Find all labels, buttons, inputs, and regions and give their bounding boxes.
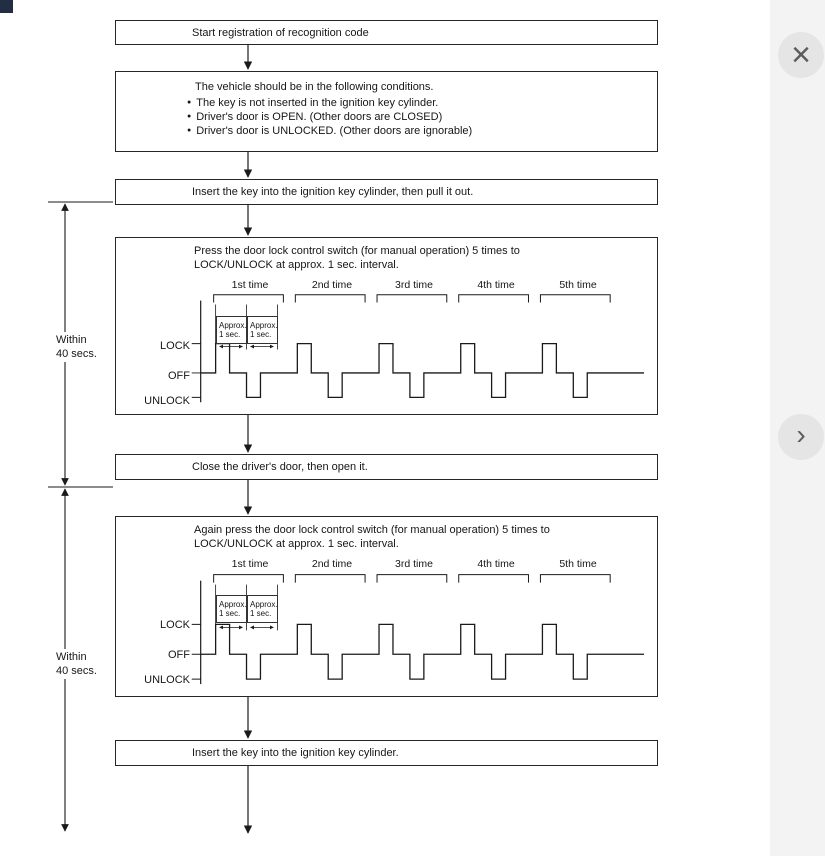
- bullet-icon: ●: [187, 99, 192, 106]
- approx-interval-box: [216, 595, 247, 623]
- flow-step-close-open-label: Close the driver's door, then open it.: [192, 461, 368, 473]
- approx-interval-box: [247, 595, 278, 623]
- condition-item: [187, 124, 647, 138]
- approx-label: Approx.: [250, 600, 278, 609]
- bullet-icon: ●: [187, 113, 192, 120]
- approx-label: Approx.: [250, 321, 278, 330]
- flow-step-close-open: [115, 454, 658, 480]
- time-label-1: 1st time: [231, 558, 269, 570]
- within-40secs-label: [56, 649, 100, 679]
- approx-interval-box: [216, 316, 247, 344]
- timing-step-box-2: [115, 516, 658, 697]
- time-label-2: 2nd time: [311, 279, 353, 291]
- within-line2: 40 secs.: [56, 665, 97, 677]
- close-icon: ×: [791, 36, 811, 74]
- condition-item: [187, 110, 647, 124]
- time-label-4: 4th time: [477, 558, 515, 570]
- time-label-3: 3rd time: [395, 279, 433, 291]
- condition-text: The key is not inserted in the ignition key cylinder.: [196, 97, 439, 109]
- bullet-icon: ●: [187, 127, 192, 134]
- level-label-off: OFF: [168, 649, 190, 661]
- within-line1: Within: [56, 334, 87, 346]
- flow-step-start: [115, 20, 658, 45]
- level-label-off: OFF: [168, 370, 190, 382]
- time-label-5: 5th time: [559, 558, 597, 570]
- timing-instruction-line2: LOCK/UNLOCK at approx. 1 sec. interval.: [194, 538, 399, 550]
- time-label-5: 5th time: [559, 279, 597, 291]
- approx-value: 1 sec.: [219, 330, 241, 339]
- time-label-1: 1st time: [231, 279, 269, 291]
- time-label-3: 3rd time: [395, 558, 433, 570]
- level-label-unlock: UNLOCK: [144, 395, 190, 407]
- within-line2: 40 secs.: [56, 348, 97, 360]
- timing-instruction-line1: Press the door lock control switch (for manual operation) 5 times to: [194, 245, 520, 257]
- approx-label: Approx.: [219, 600, 247, 609]
- level-label-lock: LOCK: [160, 340, 190, 352]
- approx-label: Approx.: [219, 321, 247, 330]
- approx-value: 1 sec.: [250, 330, 272, 339]
- approx-value: 1 sec.: [219, 609, 241, 618]
- condition-text: Driver's door is UNLOCKED. (Other doors are ignorable): [196, 125, 473, 137]
- flow-step-start-label: Start registration of recognition code: [192, 26, 369, 39]
- flow-step-insert-pull: [115, 179, 658, 205]
- condition-item: [187, 96, 647, 110]
- condition-text: Driver's door is OPEN. (Other doors are CLOSED): [196, 111, 443, 123]
- time-label-2: 2nd time: [311, 558, 353, 570]
- approx-value: 1 sec.: [250, 609, 272, 618]
- flow-step-insert-pull-label: Insert the key into the ignition key cylinder, then pull it out.: [192, 186, 474, 198]
- flow-step-insert: [115, 740, 658, 766]
- approx-interval-box: [247, 316, 278, 344]
- timing-instruction-line2: LOCK/UNLOCK at approx. 1 sec. interval.: [194, 259, 399, 271]
- close-button[interactable]: [778, 32, 824, 78]
- flow-step-conditions: [115, 71, 658, 152]
- within-line1: Within: [56, 651, 87, 663]
- conditions-intro: The vehicle should be in the following conditions.: [195, 81, 434, 93]
- timing-instruction-line1: Again press the door lock control switch (for manual operation) 5 times to: [194, 524, 550, 536]
- chevron-right-icon: ›: [796, 419, 806, 450]
- time-label-4: 4th time: [477, 279, 515, 291]
- within-40secs-label: [56, 332, 100, 362]
- level-label-unlock: UNLOCK: [144, 674, 190, 686]
- timing-step-box-1: [115, 237, 658, 415]
- flow-step-insert-label: Insert the key into the ignition key cylinder.: [192, 747, 399, 759]
- next-page-button[interactable]: [778, 414, 824, 460]
- level-label-lock: LOCK: [160, 619, 190, 631]
- corner-accent: [0, 0, 13, 13]
